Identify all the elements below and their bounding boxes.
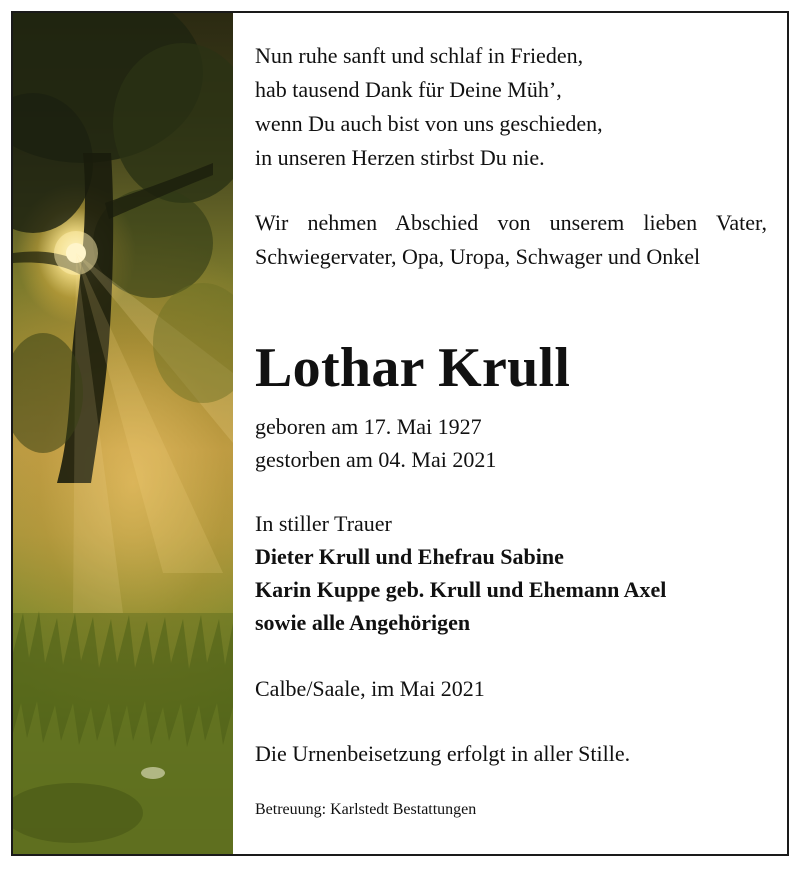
mourner-line-3: sowie alle Angehörigen xyxy=(255,610,471,635)
death-date: gestorben am 04. Mai 2021 xyxy=(255,447,497,472)
poem-line-4: in unseren Herzen stirbst Du nie. xyxy=(255,145,545,170)
mourning-intro: In stiller Trauer xyxy=(255,511,392,536)
poem-line-3: wenn Du auch bist von uns geschieden, xyxy=(255,111,603,136)
mourner-line-2: Karin Kuppe geb. Krull und Ehemann Axel xyxy=(255,577,667,602)
birth-date: geboren am 17. Mai 1927 xyxy=(255,414,482,439)
place-date: Calbe/Saale, im Mai 2021 xyxy=(255,676,485,701)
farewell-paragraph: Wir nehmen Abschied von unserem lieben Vater, Schwiegervater, Opa, Uropa, Schwager und Onkel xyxy=(255,210,767,269)
burial-note: Die Urnenbeisetzung erfolgt in aller Stille. xyxy=(255,741,631,766)
undertaker-credit: Betreuung: Karlstedt Bestattungen xyxy=(255,801,477,818)
forest-illustration xyxy=(13,13,233,854)
mourner-line-1: Dieter Krull und Ehefrau Sabine xyxy=(255,544,564,569)
obituary-frame xyxy=(11,11,789,856)
poem-line-1: Nun ruhe sanft und schlaf in Frieden, xyxy=(255,43,584,68)
poem-line-2: hab tausend Dank für Deine Müh’, xyxy=(255,77,562,102)
forest-sunlight-photo xyxy=(13,13,233,854)
deceased-name: Lothar Krull xyxy=(255,337,571,399)
